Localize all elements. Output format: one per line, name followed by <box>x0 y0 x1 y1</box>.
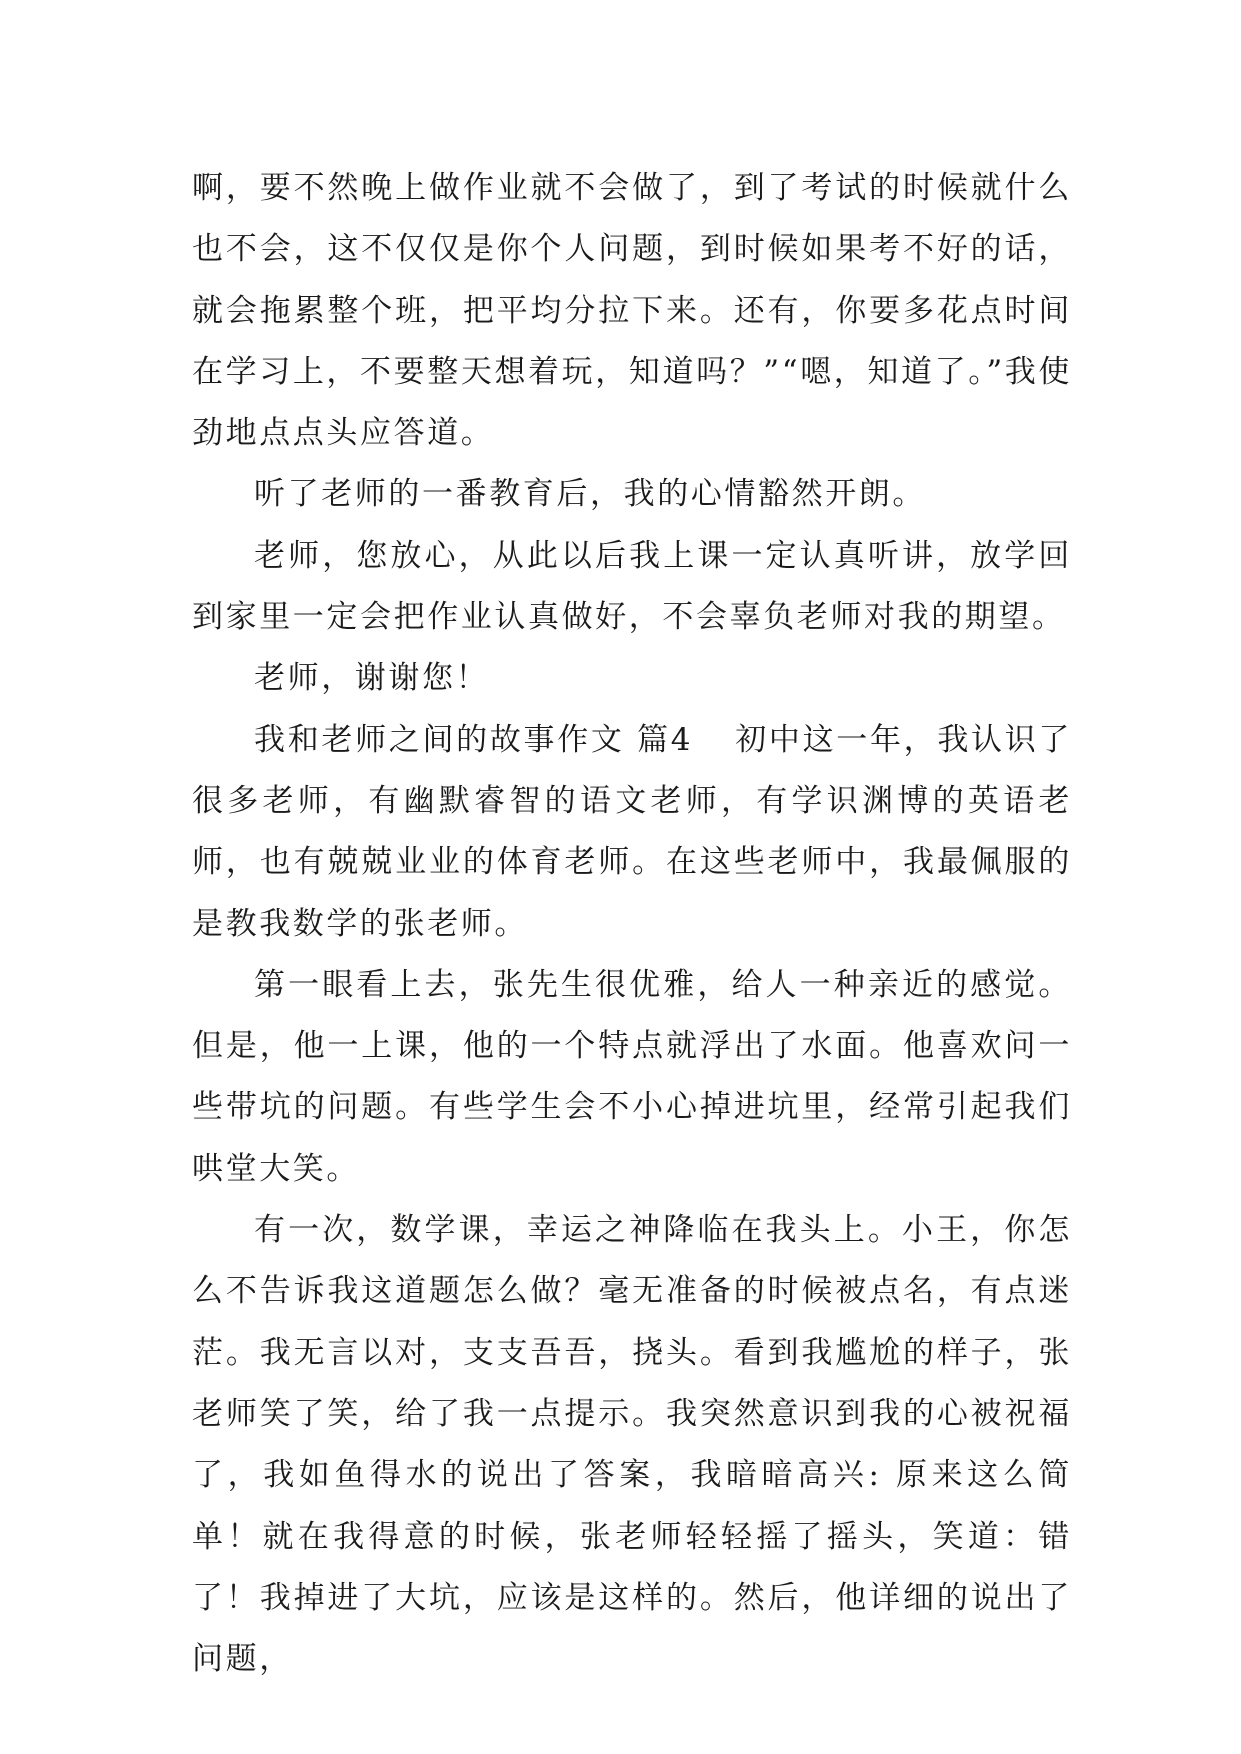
paragraph-4: 老师，谢谢您！ <box>254 660 490 697</box>
paragraph-2: 听了老师的一番教育后，我的心情豁然开朗。 <box>254 476 926 513</box>
paragraph-6: 第一眼看上去，张先生很优雅，给人一种亲近的感觉。但是，他一上课，他的一个特点就浮出了水面。他喜欢问一些带坑的问题。有些学生会不小心掉进坑里，经常引起我们哄堂大笑。 <box>192 966 1072 1187</box>
paragraph-5-text: 初中这一年，我认识了很多老师，有幽默睿智的语文老师，有学识渊博的英语老师，也有兢兢业业的体育老师。在这些老师中，我最佩服的是教我数学的张老师。 <box>192 721 1073 942</box>
paragraph-3: 老师，您放心，从此以后我上课一定认真听讲，放学回到家里一定会把作业认真做好，不会辜负老师对我的期望。 <box>192 537 1072 636</box>
paragraph-5 <box>192 710 1072 955</box>
section-heading: 我和老师之间的故事作文 篇4 <box>254 721 694 758</box>
paragraph-1: 啊，要不然晚上做作业就不会做了，到了考试的时候就什么也不会，这不仅仅是你个人问题，到时候如果考不好的话，就会拖累整个班，把平均分拉下来。还有，你要多花点时间在学习上，不要整天想着玩，知道吗？”“嗯，知道了。”我使劲地点点头应答道。 <box>192 170 1072 452</box>
document-body <box>192 158 1072 1690</box>
paragraph-7: 有一次，数学课，幸运之神降临在我头上。小王，你怎么不告诉我这道题怎么做？毫无准备的时候被点名，有点迷茫。我无言以对，支支吾吾，挠头。看到我尴尬的样子，张老师笑了笑，给了我一点提示。我突然意识到我的心被祝福了，我如鱼得水的说出了答案，我暗暗高兴: 原来这么简单！就在我得意的时候，张老师轻轻摇了摇头，笑道：错了！我掉进了大坑，应该是这样的。然后，他详细的说出了问题， <box>192 1212 1072 1678</box>
